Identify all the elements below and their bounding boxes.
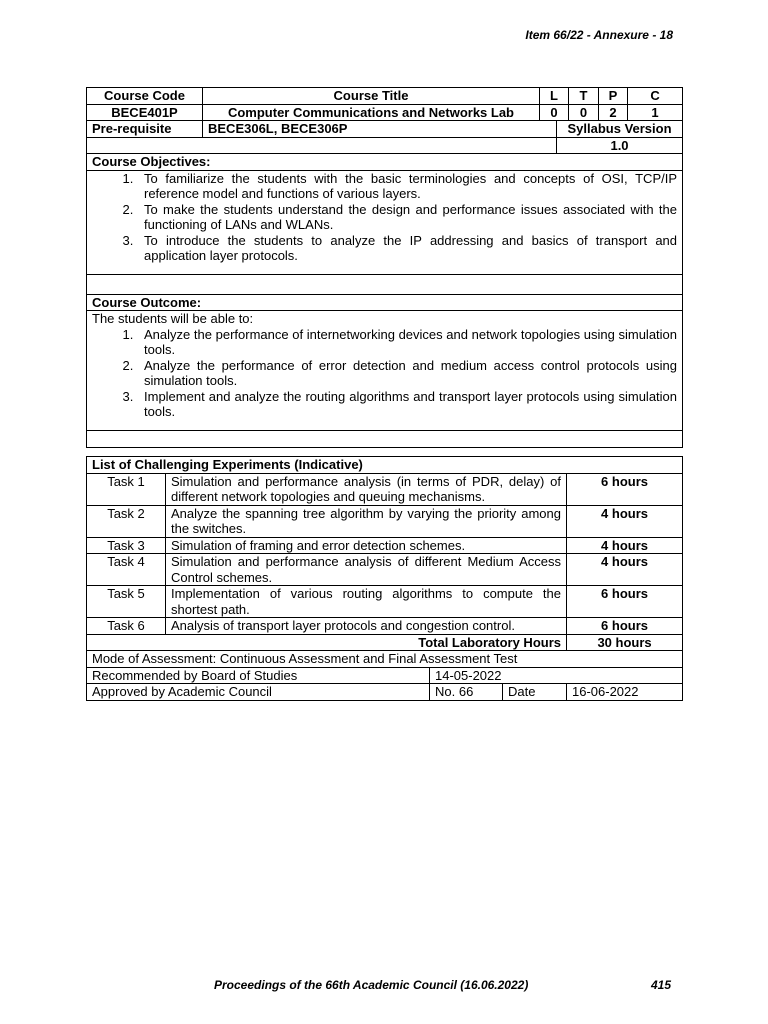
task-label: Task 5 [87, 586, 166, 618]
council-label: Approved by Academic Council [87, 684, 430, 701]
outcomes-heading: Course Outcome: [87, 294, 683, 311]
outcome-item: 2. Analyze the performance of error detection and medium access control protocols using simulation tools. [137, 358, 677, 389]
board-label: Recommended by Board of Studies [87, 667, 430, 684]
c-value: 1 [628, 104, 683, 121]
syllabus-label: Syllabus Version [557, 121, 683, 138]
objective-item: 1. To familiarize the students with the basic terminologies and concepts of OSI, TCP/IP reference model and functions of various layers. [137, 171, 677, 202]
c-label: C [628, 88, 683, 105]
objective-item: 2. To make the students understand the design and performance issues associated with the functioning of LANs and WLANs. [137, 202, 677, 233]
task-desc: Simulation and performance analysis of different Medium Access Control schemes. [166, 554, 567, 586]
task-hours: 6 hours [567, 473, 683, 505]
total-hours: 30 hours [567, 634, 683, 651]
course-code: BECE401P [87, 104, 203, 121]
council-date: 16-06-2022 [567, 684, 683, 701]
task-hours: 4 hours [567, 505, 683, 537]
task-label: Task 6 [87, 618, 166, 635]
p-value: 2 [599, 104, 628, 121]
annexure-header: Item 66/22 - Annexure - 18 [525, 28, 673, 42]
course-table [86, 87, 683, 448]
prereq-label: Pre-requisite [87, 121, 203, 138]
t-label: T [569, 88, 599, 105]
task-label: Task 2 [87, 505, 166, 537]
total-hours-label: Total Laboratory Hours [87, 634, 567, 651]
experiments-heading: List of Challenging Experiments (Indicative) [87, 457, 683, 474]
outcome-item: 3. Implement and analyze the routing algorithms and transport layer protocols using simulation tools. [137, 389, 677, 420]
task-label: Task 4 [87, 554, 166, 586]
course-title: Computer Communications and Networks Lab [203, 104, 540, 121]
table-row [87, 537, 683, 554]
outcomes-list [92, 327, 677, 420]
experiments-table [86, 456, 683, 701]
task-hours: 4 hours [567, 537, 683, 554]
outcomes-intro: The students will be able to: [92, 311, 254, 326]
council-number: No. 66 [430, 684, 503, 701]
objectives-heading: Course Objectives: [87, 154, 683, 171]
course-code-label: Course Code [87, 88, 203, 105]
task-hours: 6 hours [567, 618, 683, 635]
t-value: 0 [569, 104, 599, 121]
table-row [87, 554, 683, 586]
task-desc: Simulation and performance analysis (in terms of PDR, delay) of different network topologies and queuing mechanisms. [166, 473, 567, 505]
task-hours: 4 hours [567, 554, 683, 586]
table-row [87, 586, 683, 618]
syllabus-version: 1.0 [557, 137, 683, 154]
footer-proceedings: Proceedings of the 66th Academic Council (16.06.2022) [214, 978, 529, 992]
task-desc: Analyze the spanning tree algorithm by varying the priority among the switches. [166, 505, 567, 537]
course-title-label: Course Title [203, 88, 540, 105]
prereq-value: BECE306L, BECE306P [203, 121, 557, 138]
task-label: Task 1 [87, 473, 166, 505]
task-hours: 6 hours [567, 586, 683, 618]
board-date: 14-05-2022 [430, 667, 683, 684]
task-desc: Implementation of various routing algorithms to compute the shortest path. [166, 586, 567, 618]
task-desc: Analysis of transport layer protocols and congestion control. [166, 618, 567, 635]
table-row [87, 473, 683, 505]
l-value: 0 [540, 104, 569, 121]
l-label: L [540, 88, 569, 105]
page-number: 415 [651, 978, 672, 992]
task-label: Task 3 [87, 537, 166, 554]
p-label: P [599, 88, 628, 105]
objective-item: 3. To introduce the students to analyze the IP addressing and basics of transport and application layer protocols. [137, 233, 677, 264]
objectives-list [92, 171, 677, 264]
table-row [87, 505, 683, 537]
assessment-mode: Mode of Assessment: Continuous Assessment and Final Assessment Test [87, 651, 683, 668]
task-desc: Simulation of framing and error detection schemes. [166, 537, 567, 554]
table-row [87, 618, 683, 635]
outcome-item: 1. Analyze the performance of internetworking devices and network topologies using simulation tools. [137, 327, 677, 358]
council-date-label: Date [503, 684, 567, 701]
